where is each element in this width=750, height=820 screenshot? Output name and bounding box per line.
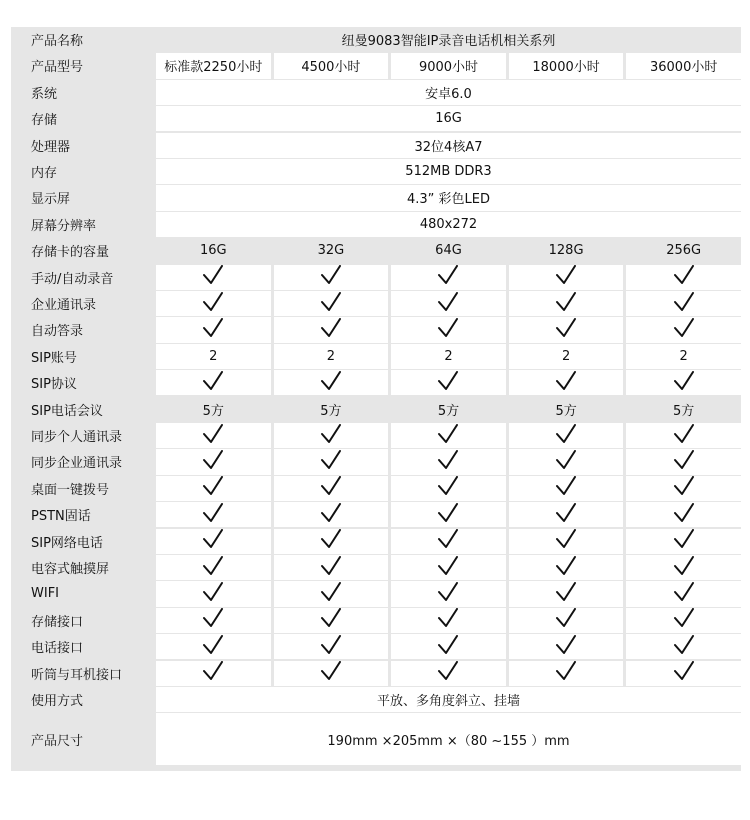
value-cell: [391, 476, 506, 501]
value-cell: [274, 449, 389, 474]
check-icon: [673, 370, 695, 395]
row-values: [153, 159, 741, 184]
check-icon: [202, 370, 224, 395]
value-cell: 128G: [509, 238, 624, 263]
row-label: 电话接口: [31, 641, 84, 657]
row-values: [153, 238, 741, 263]
value-cell: [626, 608, 741, 633]
check-icon: [673, 265, 695, 290]
row-label: 同步个人通讯录: [31, 430, 123, 446]
table-row: [11, 106, 741, 131]
table-row: [11, 159, 741, 184]
value-cell: 16G: [156, 238, 271, 263]
check-icon: [202, 423, 224, 448]
value-cell: 5方: [274, 397, 389, 422]
table-row: [11, 555, 741, 580]
check-icon: [673, 634, 695, 659]
value-cell: [156, 370, 271, 395]
row-values: [153, 53, 741, 78]
check-icon: [202, 265, 224, 290]
check-icon: [555, 608, 577, 633]
row-values: [153, 185, 741, 210]
row-label: SIP账号: [31, 350, 77, 366]
value-cell: [509, 291, 624, 316]
check-icon: [437, 423, 459, 448]
table-row: [11, 476, 741, 501]
row-values: [153, 133, 741, 158]
row-label: 自动答录: [31, 324, 84, 340]
check-icon: [555, 529, 577, 554]
check-icon: [320, 529, 342, 554]
value-cell: 18000小时: [509, 53, 624, 78]
row-values: [153, 661, 741, 686]
check-icon: [437, 634, 459, 659]
table-row: [11, 634, 741, 659]
value-cell: [626, 265, 741, 290]
row-label: SIP网络电话: [31, 535, 103, 551]
row-values: [153, 212, 741, 237]
value-cell: [391, 529, 506, 554]
check-icon: [555, 317, 577, 342]
row-values: [153, 265, 741, 290]
row-label: 存储卡的容量: [31, 245, 110, 261]
table-row: [11, 238, 741, 263]
check-icon: [320, 265, 342, 290]
value-cell: [274, 661, 389, 686]
spanning-value-cell: 512MB DDR3: [156, 159, 741, 184]
check-icon: [202, 449, 224, 474]
spanning-value-cell: 4.3” 彩色LED: [156, 185, 741, 210]
table-row-size: [11, 713, 741, 765]
value-cell: [626, 317, 741, 342]
value-cell: 标准款2250小时: [156, 53, 271, 78]
check-icon: [437, 529, 459, 554]
check-icon: [555, 265, 577, 290]
check-icon: [202, 529, 224, 554]
value-cell: 4500小时: [274, 53, 389, 78]
value-cell: [274, 502, 389, 527]
check-icon: [673, 608, 695, 633]
row-label: WIFI: [31, 586, 59, 602]
value-cell: [626, 634, 741, 659]
row-values: [153, 555, 741, 580]
value-cell: [274, 291, 389, 316]
check-icon: [202, 502, 224, 527]
value-cell: [156, 555, 271, 580]
value-cell: [509, 370, 624, 395]
check-icon: [555, 502, 577, 527]
value-cell: 2: [391, 344, 506, 369]
check-icon: [673, 529, 695, 554]
value-cell: [391, 555, 506, 580]
table-row: [11, 291, 741, 316]
value-cell: [626, 449, 741, 474]
row-values: [153, 581, 741, 606]
value-cell: [626, 423, 741, 448]
row-values: [153, 687, 741, 712]
table-row: [11, 317, 741, 342]
check-icon: [555, 291, 577, 316]
spanning-value-cell: 纽曼9083智能IP录音电话机相关系列: [156, 27, 741, 52]
check-icon: [555, 423, 577, 448]
value-cell: [156, 634, 271, 659]
check-icon: [555, 476, 577, 501]
check-icon: [320, 661, 342, 686]
check-icon: [320, 555, 342, 580]
check-icon: [202, 581, 224, 606]
spanning-value-cell: 480x272: [156, 212, 741, 237]
row-label: 使用方式: [31, 694, 84, 710]
value-cell: [274, 265, 389, 290]
check-icon: [437, 370, 459, 395]
value-cell: [509, 529, 624, 554]
value-cell: [509, 502, 624, 527]
value-cell: [391, 608, 506, 633]
value-cell: 256G: [626, 238, 741, 263]
table-row: [11, 133, 741, 158]
value-cell: [156, 608, 271, 633]
value-cell: 2: [156, 344, 271, 369]
check-icon: [202, 555, 224, 580]
row-label: 内存: [31, 166, 58, 182]
value-cell: [391, 370, 506, 395]
check-icon: [673, 291, 695, 316]
table-row: [11, 502, 741, 527]
check-icon: [437, 502, 459, 527]
value-cell: [626, 291, 741, 316]
value-cell: [626, 502, 741, 527]
check-icon: [202, 317, 224, 342]
value-cell: [626, 529, 741, 554]
row-values: [153, 502, 741, 527]
row-values: [153, 106, 741, 131]
value-cell: [274, 476, 389, 501]
value-cell: [274, 423, 389, 448]
spanning-value-cell: 安卓6.0: [156, 80, 741, 105]
row-label: 处理器: [31, 139, 71, 155]
row-label: 桌面一键拨号: [31, 482, 110, 498]
row-label: 产品尺寸: [31, 733, 84, 749]
value-cell: [391, 423, 506, 448]
check-icon: [202, 634, 224, 659]
value-cell: [156, 265, 271, 290]
check-icon: [202, 291, 224, 316]
check-icon: [320, 449, 342, 474]
check-icon: [437, 317, 459, 342]
check-icon: [437, 291, 459, 316]
value-cell: 2: [509, 344, 624, 369]
table-row: [11, 529, 741, 554]
row-values: [153, 423, 741, 448]
check-icon: [673, 449, 695, 474]
check-icon: [202, 661, 224, 686]
row-label: 听筒与耳机接口: [31, 667, 123, 683]
table-row: [11, 661, 741, 686]
row-values: [153, 291, 741, 316]
value-cell: 9000小时: [391, 53, 506, 78]
check-icon: [555, 581, 577, 606]
row-values: [153, 344, 741, 369]
check-icon: [555, 661, 577, 686]
check-icon: [437, 608, 459, 633]
row-values: [153, 476, 741, 501]
check-icon: [320, 291, 342, 316]
check-icon: [437, 476, 459, 501]
check-icon: [437, 555, 459, 580]
value-cell: [156, 502, 271, 527]
table-row: [11, 185, 741, 210]
value-cell: [626, 661, 741, 686]
value-cell: [509, 265, 624, 290]
table-row: [11, 449, 741, 474]
value-cell: 5方: [391, 397, 506, 422]
value-cell: [626, 581, 741, 606]
spanning-value-cell: 190mm ×205mm ×（80 ~155 ）mm: [156, 713, 741, 765]
check-icon: [673, 423, 695, 448]
row-label: 手动/自动录音: [31, 271, 114, 287]
value-cell: [509, 555, 624, 580]
check-icon: [437, 265, 459, 290]
check-icon: [437, 581, 459, 606]
check-icon: [320, 608, 342, 633]
value-cell: [274, 634, 389, 659]
value-cell: [274, 608, 389, 633]
check-icon: [673, 317, 695, 342]
check-icon: [555, 370, 577, 395]
row-label: 产品名称: [31, 34, 84, 50]
check-icon: [673, 581, 695, 606]
value-cell: [274, 581, 389, 606]
spanning-value-cell: 32位4核A7: [156, 133, 741, 158]
table-row: [11, 212, 741, 237]
row-values: [153, 317, 741, 342]
table-row: [11, 687, 741, 712]
row-values: [153, 27, 741, 52]
table-row: [11, 397, 741, 422]
value-cell: [509, 317, 624, 342]
check-icon: [320, 476, 342, 501]
value-cell: [509, 476, 624, 501]
spanning-value-cell: 16G: [156, 106, 741, 131]
value-cell: 5方: [509, 397, 624, 422]
value-cell: [391, 661, 506, 686]
value-cell: 2: [626, 344, 741, 369]
row-label: SIP协议: [31, 377, 77, 393]
value-cell: [509, 423, 624, 448]
row-values: [153, 449, 741, 474]
check-icon: [673, 555, 695, 580]
table-row: [11, 265, 741, 290]
check-icon: [320, 317, 342, 342]
value-cell: [274, 555, 389, 580]
value-cell: 32G: [274, 238, 389, 263]
value-cell: [274, 370, 389, 395]
check-icon: [437, 661, 459, 686]
check-icon: [673, 502, 695, 527]
value-cell: [626, 476, 741, 501]
check-icon: [202, 608, 224, 633]
value-cell: [509, 608, 624, 633]
value-cell: [156, 581, 271, 606]
value-cell: 5方: [626, 397, 741, 422]
row-label: 产品型号: [31, 60, 84, 76]
check-icon: [320, 370, 342, 395]
row-label: 存储: [31, 113, 58, 129]
row-values: [153, 80, 741, 105]
value-cell: 2: [274, 344, 389, 369]
value-cell: [156, 529, 271, 554]
check-icon: [555, 634, 577, 659]
value-cell: [156, 661, 271, 686]
check-icon: [320, 581, 342, 606]
table-row: [11, 608, 741, 633]
check-icon: [673, 661, 695, 686]
table-row: [11, 581, 741, 606]
row-label: 系统: [31, 86, 58, 102]
table-row-product-name: [11, 27, 741, 52]
value-cell: [156, 449, 271, 474]
value-cell: [391, 634, 506, 659]
value-cell: 64G: [391, 238, 506, 263]
value-cell: [509, 449, 624, 474]
row-label: 电容式触摸屏: [31, 562, 110, 578]
check-icon: [320, 634, 342, 659]
value-cell: [156, 317, 271, 342]
value-cell: [509, 661, 624, 686]
table-row: [11, 344, 741, 369]
check-icon: [437, 449, 459, 474]
value-cell: [509, 581, 624, 606]
value-cell: [156, 423, 271, 448]
row-values: [153, 397, 741, 422]
row-label: SIP电话会议: [31, 403, 103, 419]
table-row: [11, 80, 741, 105]
row-label: 企业通讯录: [31, 298, 97, 314]
row-label: 存储接口: [31, 614, 84, 630]
spanning-value-cell: 平放、多角度斜立、挂墙: [156, 687, 741, 712]
row-label: 同步企业通讯录: [31, 456, 123, 472]
check-icon: [673, 476, 695, 501]
row-values: [153, 529, 741, 554]
check-icon: [202, 476, 224, 501]
value-cell: [391, 502, 506, 527]
row-label: 显示屏: [31, 192, 71, 208]
value-cell: [274, 317, 389, 342]
value-cell: [391, 265, 506, 290]
value-cell: 36000小时: [626, 53, 741, 78]
check-icon: [555, 449, 577, 474]
value-cell: [156, 291, 271, 316]
check-icon: [555, 555, 577, 580]
table-row: [11, 423, 741, 448]
value-cell: [391, 291, 506, 316]
row-values: [153, 634, 741, 659]
table-row: [11, 370, 741, 395]
value-cell: [509, 634, 624, 659]
value-cell: [626, 555, 741, 580]
value-cell: [156, 476, 271, 501]
value-cell: [274, 529, 389, 554]
row-values: [153, 608, 741, 633]
table-row-model: [11, 53, 741, 78]
value-cell: [391, 317, 506, 342]
value-cell: [626, 370, 741, 395]
value-cell: [391, 581, 506, 606]
value-cell: 5方: [156, 397, 271, 422]
check-icon: [320, 502, 342, 527]
row-values: [153, 370, 741, 395]
check-icon: [320, 423, 342, 448]
row-values: [153, 713, 741, 765]
row-label: PSTN固话: [31, 509, 91, 525]
value-cell: [391, 449, 506, 474]
row-label: 屏幕分辨率: [31, 218, 97, 234]
